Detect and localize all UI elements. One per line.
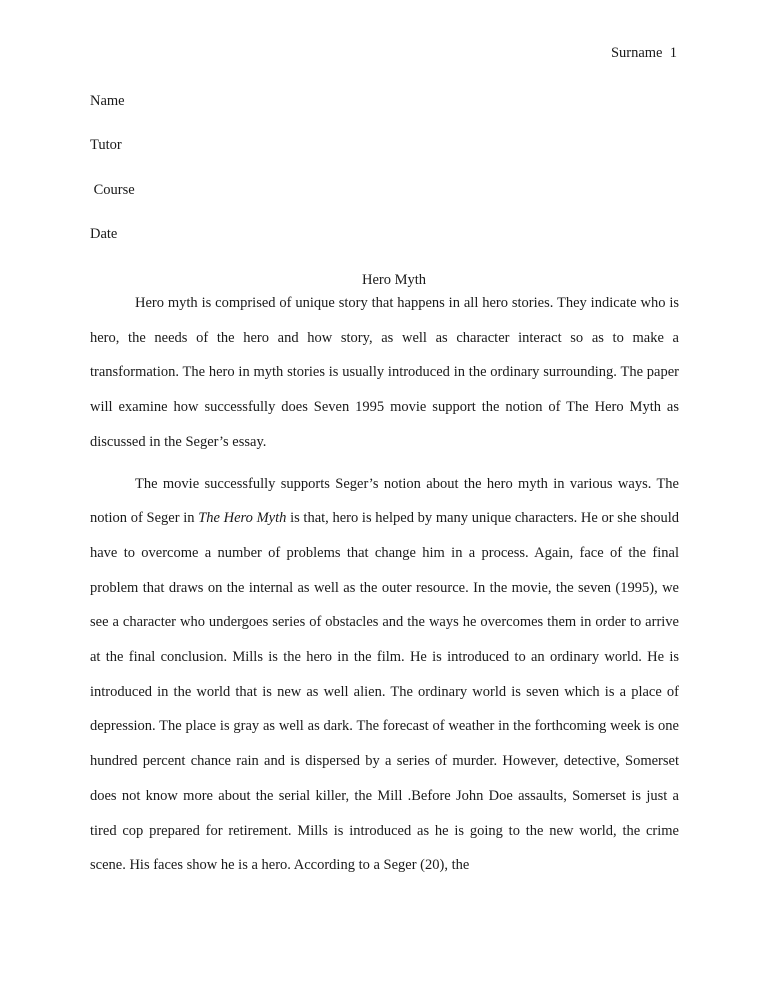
course-name: Course [90, 182, 135, 198]
paragraph-2-italic-title: The Hero Myth [198, 510, 287, 527]
tutor-name: Tutor [90, 137, 122, 153]
paragraph-2-intro: The movie successfully supports Seger’s notion about the hero myth in various ways. The notion of Seger in [90, 475, 679, 527]
essay-title: Hero Myth [361, 272, 427, 288]
student-name: Name [90, 93, 125, 109]
essay-body [90, 286, 679, 883]
paragraph-1: Hero myth is comprised of unique story that happens in all hero stories. They indicate who is hero, the needs of the hero and how story, as well as character interact so as to make a transformation. The hero in myth stories is usually introduced in the ordinary surrounding. The paper will examine how successfully does Seven 1995 movie support the notion of The Hero Myth as discussed in the Seger’s essay. [90, 295, 679, 450]
paragraph-2-rest: is that, hero is helped by many unique characters. He or she should have to overcome a number of problems that change him in a process. Again, face of the final problem that draws on the internal as well as the outer resource. In the movie, the seven (1995), we see a character who undergoes series of obstacles and the ways he overcomes them in order to arrive at the final conclusion. Mills is the hero in the film. He is introduced to an ordinary world. He is introduced in the world that is new as well alien. The ordinary world is seven which is a place of depression. The place is gray as well as dark. The forecast of weather in the forthcoming week is one hundred percent chance rain and is dispersed by a series of murder. However, detective, Somerset does not know more about the serial killer, the Mill .Before John Doe assaults, Somerset is just a tired cop prepared for retirement. Mills is introduced as he is going to the new world, the crime scene. His faces show he is a hero. According to a Seger (20), the [90, 510, 679, 874]
paragraph-2 [90, 467, 679, 883]
running-header: Surname 1 [610, 45, 677, 61]
date-line: Date [90, 226, 118, 242]
